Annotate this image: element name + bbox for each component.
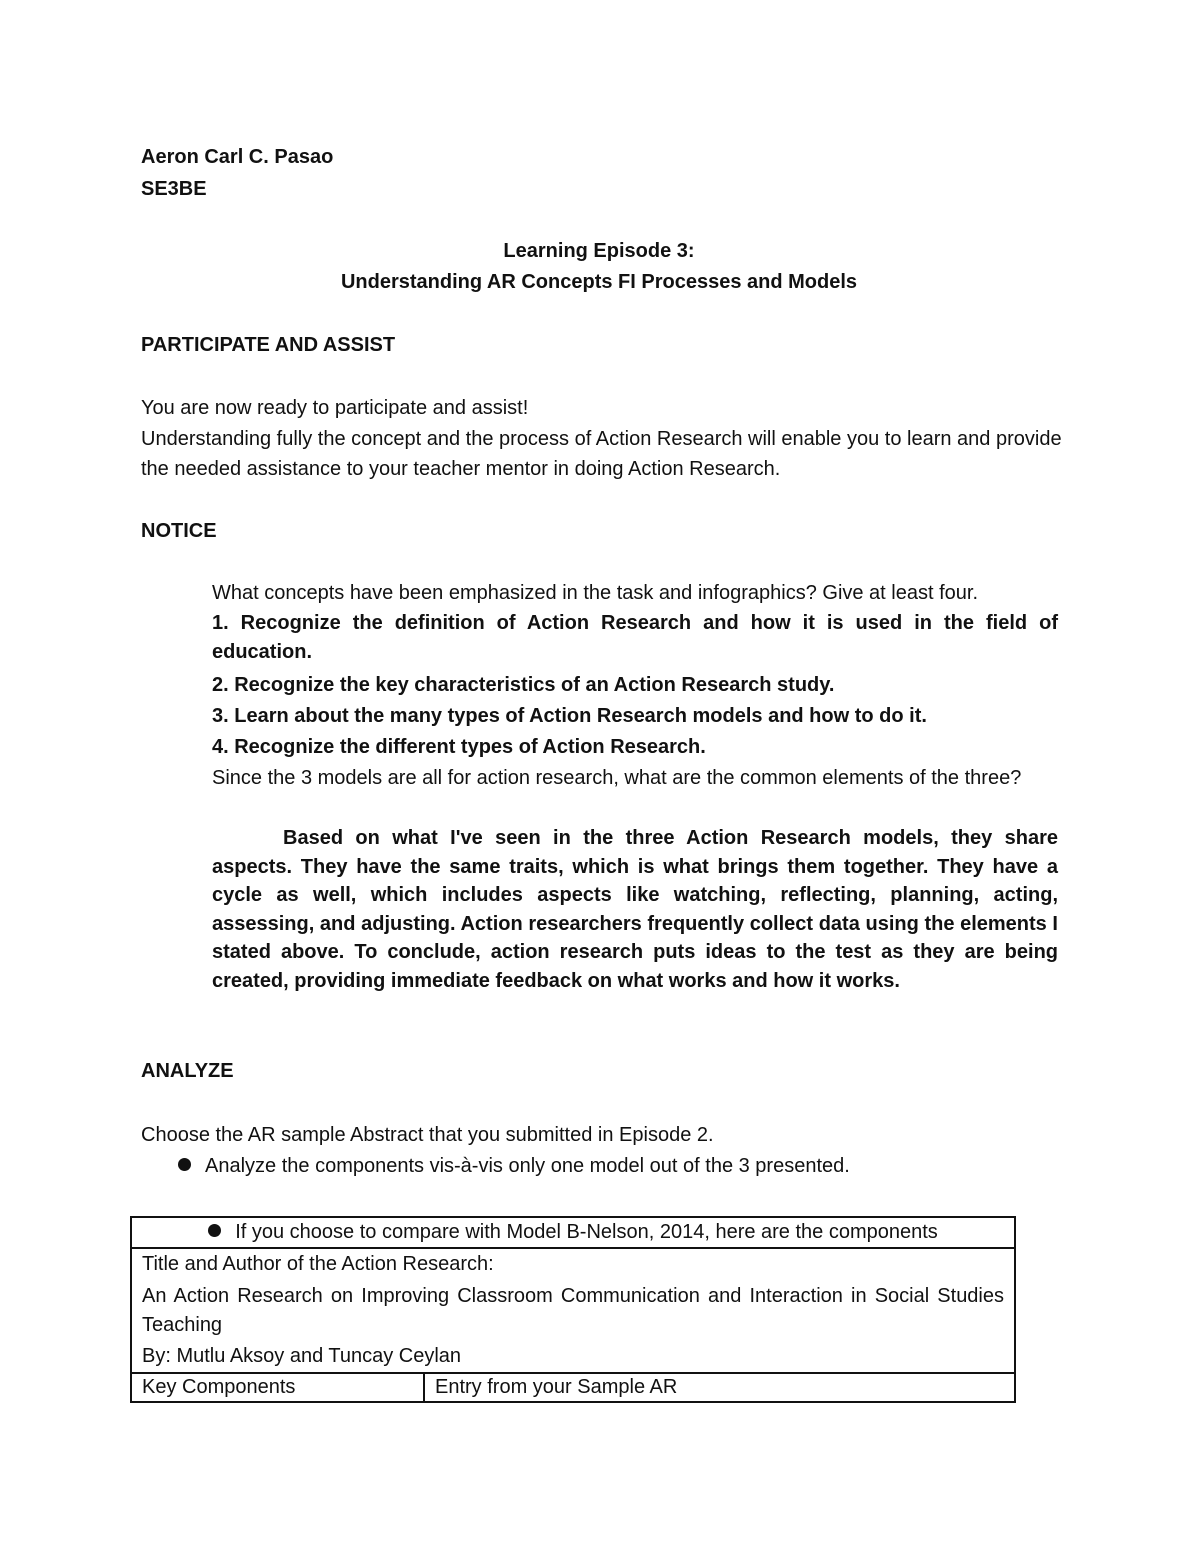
analyze-bullet-text: Analyze the components vis-à-vis only one model out of the 3 presented. [205, 1155, 850, 1177]
author-name: Aeron Carl C. Pasao [141, 146, 334, 168]
research-title: An Action Research on Improving Classroom Communication and Interaction in Social Studies Teaching [142, 1285, 1004, 1336]
table-title-cell [131, 1248, 1015, 1373]
analyze-heading: ANALYZE [141, 1060, 234, 1082]
analyze-instruction: Choose the AR sample Abstract that you submitted in Episode 2. [141, 1124, 714, 1146]
concept-item-1: 1. Recognize the definition of Action Research and how it is used in the field of education. [212, 612, 1058, 663]
table-header-row [131, 1217, 1015, 1248]
concept-item-4: 4. Recognize the different types of Action Research. [212, 736, 706, 758]
section-code: SE3BE [141, 178, 207, 200]
participate-heading: PARTICIPATE AND ASSIST [141, 334, 396, 356]
bullet-icon [208, 1224, 221, 1237]
table-header-cell [131, 1217, 1015, 1248]
participate-paragraph: Understanding fully the concept and the process of Action Research will enable you to learn and provide the needed assistance to your teacher mentor in doing Action Research. [141, 428, 1062, 480]
table-columns-row [131, 1373, 1015, 1402]
episode-subtitle: Understanding AR Concepts FI Processes and Models [340, 271, 858, 293]
table-header-text: If you choose to compare with Model B-Nelson, 2014, here are the components [235, 1221, 938, 1243]
participate-intro: You are now ready to participate and assist! [141, 397, 529, 419]
episode-title: Learning Episode 3: [503, 240, 695, 262]
concept-item-3: 3. Learn about the many types of Action Research models and how to do it. [212, 705, 927, 727]
notice-heading: NOTICE [141, 520, 217, 542]
research-authors: By: Mutlu Aksoy and Tuncay Ceylan [142, 1345, 462, 1367]
common-elements-answer: Based on what I've seen in the three Action Research models, they share aspects. They have the same traits, which is what brings them together. They have a cycle as well, which includes aspects like watching, reflecting, planning, acting, assessing, and adjusting. Action researchers frequently collect data using the elements I stated above. To conclude, action research puts ideas to the test as they are being created, providing immediate feedback on what works and how it works. [212, 827, 1058, 992]
column-sample-entry: Entry from your Sample AR [424, 1373, 1015, 1402]
notice-question-1: What concepts have been emphasized in the task and infographics? Give at least four. [212, 582, 979, 604]
notice-question-2: Since the 3 models are all for action research, what are the common elements of the three? [212, 767, 1022, 789]
title-author-label: Title and Author of the Action Research: [142, 1253, 494, 1275]
concept-item-2: 2. Recognize the key characteristics of an Action Research study. [212, 674, 835, 696]
table-title-row [131, 1248, 1015, 1373]
analyze-bullet-item [178, 1151, 850, 1181]
components-table [130, 1216, 1016, 1403]
column-key-components: Key Components [131, 1373, 424, 1402]
bullet-icon [178, 1158, 191, 1171]
